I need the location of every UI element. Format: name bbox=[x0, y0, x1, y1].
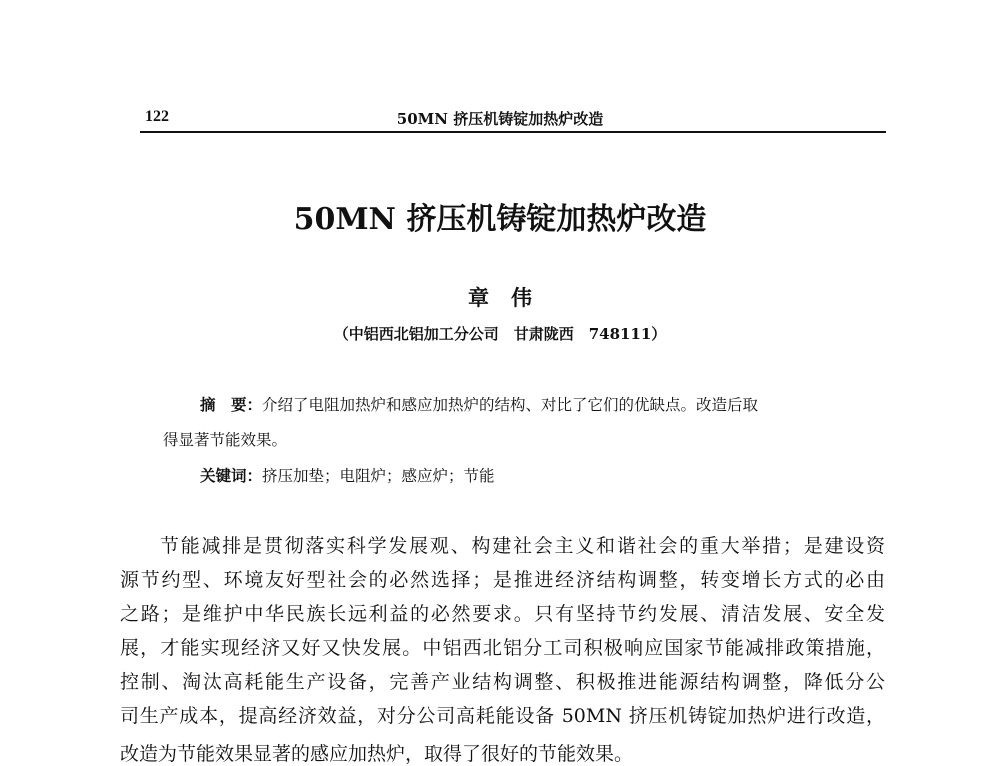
body-line: 司生产成本，提高经济效益，对分公司高耗能设备 50MN 挤压机铸锭加热炉进行改造， bbox=[120, 705, 885, 727]
article-title: 50MN 挤压机铸锭加热炉改造 bbox=[293, 202, 707, 237]
abstract-text-1: 介绍了电阻加热炉和感应加热炉的结构、对比了它们的优缺点。改造后取 bbox=[262, 396, 759, 414]
affiliation: （中铝西北铝加工分公司 甘肃陇西 748111） bbox=[333, 325, 667, 343]
keywords-label: 关键词： bbox=[200, 466, 263, 485]
header-rule bbox=[140, 131, 886, 133]
body-line: 源节约型、环境友好型社会的必然选择；是推进经济结构调整，转变增长方式的必由 bbox=[120, 569, 885, 591]
running-title: 50MN 挤压机铸锭加热炉改造 bbox=[396, 110, 604, 128]
body-line: 改造为节能效果显著的感应加热炉，取得了很好的节能效果。 bbox=[120, 743, 634, 765]
body-line: 展，才能实现经济又好又快发展。中铝西北铝分工司积极响应国家节能减排政策措施， bbox=[120, 637, 885, 659]
body-line: 控制、淘汰高耗能生产设备，完善产业结构调整、积极推进能源结构调整，降低分公 bbox=[120, 671, 885, 693]
page-number: 122 bbox=[145, 108, 169, 125]
abstract-text-2: 得显著节能效果。 bbox=[163, 431, 288, 449]
abstract-label: 摘 要： bbox=[200, 395, 263, 414]
body-line: 之路；是维护中华民族长远利益的必然要求。只有坚持节约发展、清洁发展、安全发 bbox=[120, 603, 885, 625]
keywords bbox=[200, 464, 495, 486]
abstract-line-1 bbox=[200, 393, 758, 415]
keywords-text: 挤压加垫；电阻炉；感应炉；节能 bbox=[262, 467, 495, 485]
author: 章伟 bbox=[468, 285, 554, 310]
body-line: 节能减排是贯彻落实科学发展观、构建社会主义和谐社会的重大举措；是建设资 bbox=[160, 535, 885, 557]
